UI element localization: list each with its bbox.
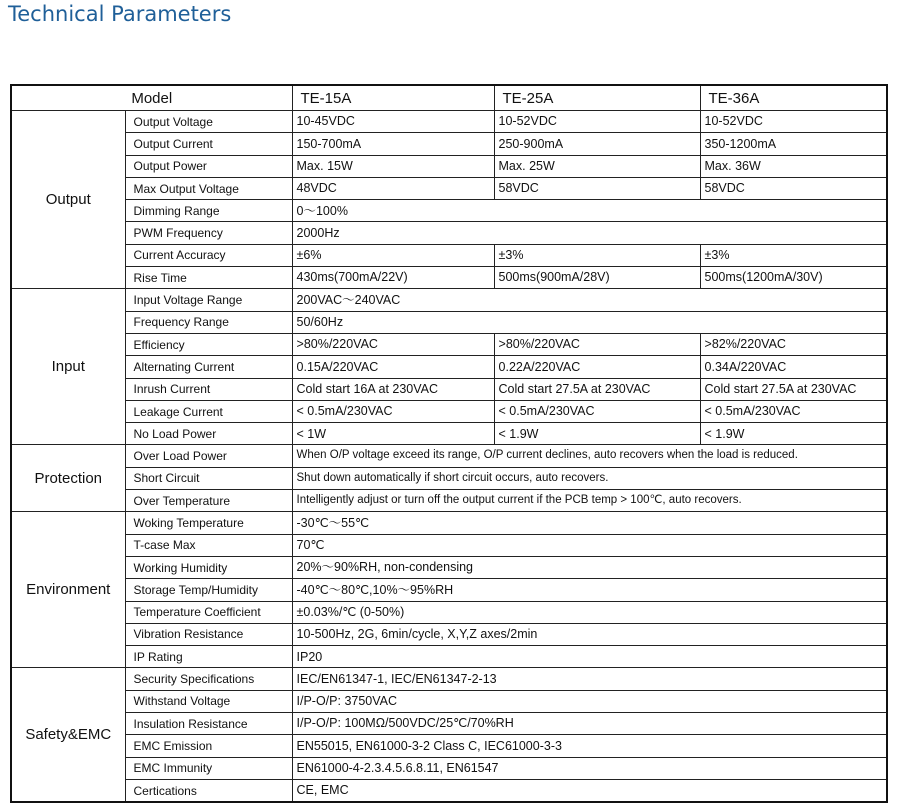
model-header-te15a: TE-15A (292, 85, 494, 111)
table-row (11, 779, 887, 802)
param-label: PWM Frequency (125, 222, 292, 244)
spec-table-body (11, 85, 887, 802)
table-row (11, 177, 887, 199)
table-row (11, 423, 887, 445)
value-cell: EN55015, EN61000-3-2 Class C, IEC61000-3-3 (292, 735, 887, 757)
table-row (11, 333, 887, 355)
value-cell: Cold start 16A at 230VAC (292, 378, 494, 400)
value-cell: 500ms(1200mA/30V) (700, 267, 887, 289)
value-cell: 0.15A/220VAC (292, 356, 494, 378)
value-cell: >80%/220VAC (494, 333, 700, 355)
value-cell: < 0.5mA/230VAC (700, 400, 887, 422)
value-cell: >80%/220VAC (292, 333, 494, 355)
value-cell: < 1.9W (494, 423, 700, 445)
value-cell: 10-500Hz, 2G, 6min/cycle, X,Y,Z axes/2min (292, 623, 887, 645)
table-row (11, 668, 887, 690)
group-label: Environment (11, 512, 125, 668)
param-label: Input Voltage Range (125, 289, 292, 311)
table-row (11, 378, 887, 400)
model-header-te36a: TE-36A (700, 85, 887, 111)
value-cell: 10-52VDC (700, 111, 887, 133)
param-label: Vibration Resistance (125, 623, 292, 645)
table-row (11, 757, 887, 779)
table-row (11, 311, 887, 333)
value-cell: 200VAC～240VAC (292, 289, 887, 311)
table-row (11, 534, 887, 556)
table-row (11, 200, 887, 222)
value-cell: Max. 25W (494, 155, 700, 177)
table-row (11, 267, 887, 289)
value-cell: When O/P voltage exceed its range, O/P current declines, auto recovers when the load is reduced. (292, 445, 887, 467)
group-label: Safety&EMC (11, 668, 125, 802)
page-title: Technical Parameters (8, 2, 232, 26)
param-label: EMC Immunity (125, 757, 292, 779)
header-row (11, 85, 887, 111)
value-cell: -30℃～55℃ (292, 512, 887, 534)
param-label: No Load Power (125, 423, 292, 445)
value-cell: 10-52VDC (494, 111, 700, 133)
param-label: Max Output Voltage (125, 177, 292, 199)
table-row (11, 111, 887, 133)
table-row (11, 735, 887, 757)
value-cell: ±0.03%/℃ (0-50%) (292, 601, 887, 623)
value-cell: Max. 15W (292, 155, 494, 177)
value-cell: ±3% (494, 244, 700, 266)
param-label: Leakage Current (125, 400, 292, 422)
param-label: Dimming Range (125, 200, 292, 222)
value-cell: Cold start 27.5A at 230VAC (494, 378, 700, 400)
value-cell: < 0.5mA/230VAC (292, 400, 494, 422)
value-cell: 0.22A/220VAC (494, 356, 700, 378)
value-cell: 58VDC (700, 177, 887, 199)
table-row (11, 623, 887, 645)
table-row (11, 467, 887, 489)
value-cell: -40℃～80℃,10%～95%RH (292, 579, 887, 601)
param-label: Output Power (125, 155, 292, 177)
table-row (11, 356, 887, 378)
value-cell: 250-900mA (494, 133, 700, 155)
value-cell: CE, EMC (292, 779, 887, 802)
group-label: Input (11, 289, 125, 445)
group-label: Protection (11, 445, 125, 512)
table-row (11, 490, 887, 512)
table-row (11, 445, 887, 467)
group-label: Output (11, 111, 125, 289)
value-cell: IEC/EN61347-1, IEC/EN61347-2-13 (292, 668, 887, 690)
value-cell: Cold start 27.5A at 230VAC (700, 378, 887, 400)
param-label: Rise Time (125, 267, 292, 289)
table-row (11, 512, 887, 534)
value-cell: 350-1200mA (700, 133, 887, 155)
value-cell: Shut down automatically if short circuit occurs, auto recovers. (292, 467, 887, 489)
param-label: Over Temperature (125, 490, 292, 512)
value-cell: < 1.9W (700, 423, 887, 445)
param-label: Security Specifications (125, 668, 292, 690)
param-label: Over Load Power (125, 445, 292, 467)
value-cell: 430ms(700mA/22V) (292, 267, 494, 289)
value-cell: 70℃ (292, 534, 887, 556)
param-label: Withstand Voltage (125, 690, 292, 712)
table-row (11, 556, 887, 578)
value-cell: 50/60Hz (292, 311, 887, 333)
value-cell: 2000Hz (292, 222, 887, 244)
model-header-te25a: TE-25A (494, 85, 700, 111)
param-label: Storage Temp/Humidity (125, 579, 292, 601)
value-cell: >82%/220VAC (700, 333, 887, 355)
table-row (11, 579, 887, 601)
param-label: Woking Temperature (125, 512, 292, 534)
param-label: Insulation Resistance (125, 713, 292, 735)
value-cell: 58VDC (494, 177, 700, 199)
param-label: Temperature Coefficient (125, 601, 292, 623)
table-row (11, 690, 887, 712)
value-cell: 150-700mA (292, 133, 494, 155)
table-row (11, 713, 887, 735)
value-cell: I/P-O/P: 3750VAC (292, 690, 887, 712)
value-cell: 10-45VDC (292, 111, 494, 133)
param-label: Current Accuracy (125, 244, 292, 266)
value-cell: Intelligently adjust or turn off the output current if the PCB temp > 100℃, auto recovers. (292, 490, 887, 512)
value-cell: 500ms(900mA/28V) (494, 267, 700, 289)
value-cell: IP20 (292, 646, 887, 668)
table-row (11, 155, 887, 177)
spec-table (10, 84, 888, 803)
model-header: Model (11, 85, 292, 111)
table-row (11, 400, 887, 422)
param-label: Alternating Current (125, 356, 292, 378)
param-label: Short Circuit (125, 467, 292, 489)
value-cell: 20%～90%RH, non-condensing (292, 556, 887, 578)
table-row (11, 244, 887, 266)
param-label: Output Current (125, 133, 292, 155)
param-label: Working Humidity (125, 556, 292, 578)
table-row (11, 133, 887, 155)
value-cell: 0～100% (292, 200, 887, 222)
value-cell: 0.34A/220VAC (700, 356, 887, 378)
param-label: Frequency Range (125, 311, 292, 333)
param-label: Output Voltage (125, 111, 292, 133)
table-row (11, 222, 887, 244)
param-label: Efficiency (125, 333, 292, 355)
value-cell: EN61000-4-2.3.4.5.6.8.11, EN61547 (292, 757, 887, 779)
value-cell: < 0.5mA/230VAC (494, 400, 700, 422)
value-cell: 48VDC (292, 177, 494, 199)
param-label: IP Rating (125, 646, 292, 668)
table-row (11, 646, 887, 668)
table-row (11, 601, 887, 623)
param-label: T-case Max (125, 534, 292, 556)
value-cell: Max. 36W (700, 155, 887, 177)
param-label: Inrush Current (125, 378, 292, 400)
value-cell: ±3% (700, 244, 887, 266)
table-row (11, 289, 887, 311)
value-cell: I/P-O/P: 100MΩ/500VDC/25℃/70%RH (292, 713, 887, 735)
value-cell: ±6% (292, 244, 494, 266)
value-cell: < 1W (292, 423, 494, 445)
param-label: EMC Emission (125, 735, 292, 757)
param-label: Certications (125, 779, 292, 802)
